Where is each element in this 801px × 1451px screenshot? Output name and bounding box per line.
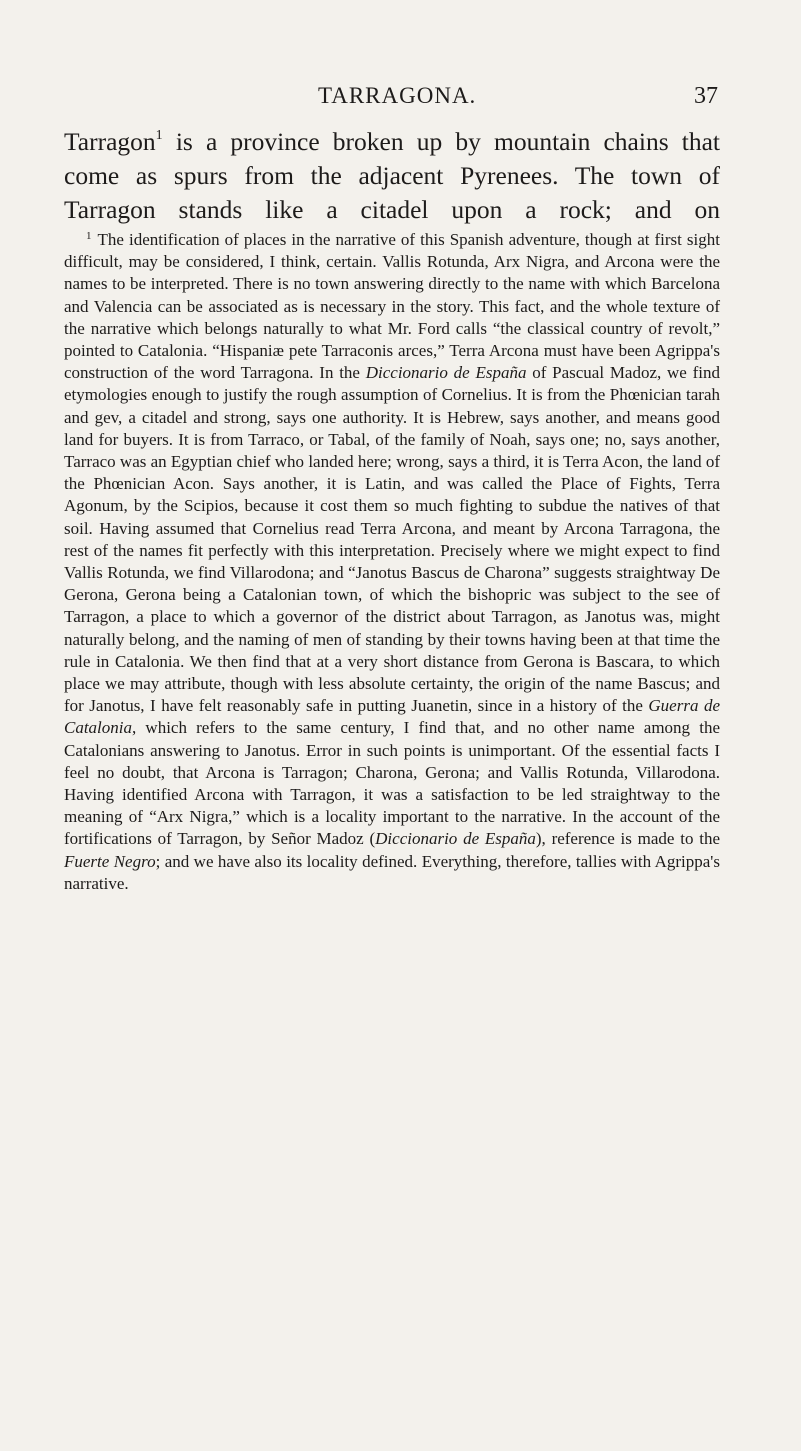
footnote-italic-title: Diccionario de España xyxy=(365,363,527,383)
footnote-reference: 1 xyxy=(155,128,163,143)
footnote-text-part-1: The identification of places in the narrative of this Spanish adventure, though at first sight difficult, may be considered, I think, certain. Vallis Rotunda, Arx Nigra, and Arcona were the names to be interpreted. There is no town answering directly to the name with which Barcelona and Valencia can be associated as is necessary in the story. This fact, and the whole texture of the narrative which belongs naturally to what Mr. Ford calls “the classical country of revolt,” pointed to Catalonia. “Hispaniæ pete Tarraconis arces,” Terra Arcona must have been Agrippa's construction of the word Tarragona. In the xyxy=(64,230,720,383)
footnote-marker: 1 xyxy=(86,230,92,242)
footnote xyxy=(64,229,720,895)
running-title: TARRAGONA. xyxy=(318,83,477,108)
body-paragraph xyxy=(64,125,720,227)
body-text-rest: is a province broken up by mountain chains that come as spurs from the adjacent Pyrenees. The town of Tarragon stands like a citadel upon a rock; and on xyxy=(64,127,720,224)
running-head xyxy=(0,81,801,113)
footnote-text-part-4: ), reference is made to the xyxy=(535,829,720,849)
footnote-text-part-5: ; and we have also its locality defined. Everything, therefore, tallies with Agrippa's narrative. xyxy=(64,851,720,893)
footnote-italic-place: Fuerte Negro xyxy=(64,851,156,871)
footnote-italic-title: Diccionario de España xyxy=(375,829,536,849)
body-text-start: Tarragon xyxy=(64,127,156,156)
footnote-italic-title: Guerra de Catalonia xyxy=(64,696,720,738)
page-number: 37 xyxy=(694,83,718,109)
footnote-text-part-3: , which refers to the same century, I find that, and no other name among the Catalonians answering to Janotus. Error in such points is unimportant. Of the essential facts I feel no doubt, that Arcona is Tarragon; Charona, Gerona; and Vallis Rotunda, Villarodona. Having identified Arcona with Tarragon, it was a satisfaction to be led straightway to the meaning of “Arx Nigra,” which is a locality important to the narrative. In the account of the fortifications of Tarragon, by Señor Madoz ( xyxy=(64,718,720,849)
footnote-text-part-2: of Pascual Madoz, we find etymologies enough to justify the rough assumption of Cornelius. It is from the Phœnician tarah and gev, a citadel and strong, says one authority. It is Hebrew, says another, and means good land for buyers. It is from Tarraco, or Tabal, of the family of Noah, says one; no, says another, Tarraco was an Egyptian chief who landed here; wrong, says a third, it is Terra Acon, the land of the Phœnician Acon. Says another, it is Latin, and was called the Place of Fights, Terra Agonum, by the Scipios, because it cost them so much fighting to subdue the natives of that soil. Having assumed that Cornelius read Terra Arcona, and meant by Arcona Tarragona, the rest of the names fit perfectly with this interpretation. Precisely where we might expect to find Vallis Rotunda, we find Villarodona; and “Janotus Bascus de Charona” suggests straightway De Gerona, Gerona being a Catalonian town, of which the bishopric was subject to the see of Tarragon, a place to which a governor of the district about Tarragon, as Janotus was, might naturally belong, and the naming of men of standing by their towns having been at that time the rule in Catalonia. We then find that at a very short distance from Gerona is Bascara, to which place we may attribute, though with less absolute certainty, the origin of the name Bascus; and for Janotus, I have felt reasonably safe in putting Juanetin, since in a history of the xyxy=(64,363,720,716)
